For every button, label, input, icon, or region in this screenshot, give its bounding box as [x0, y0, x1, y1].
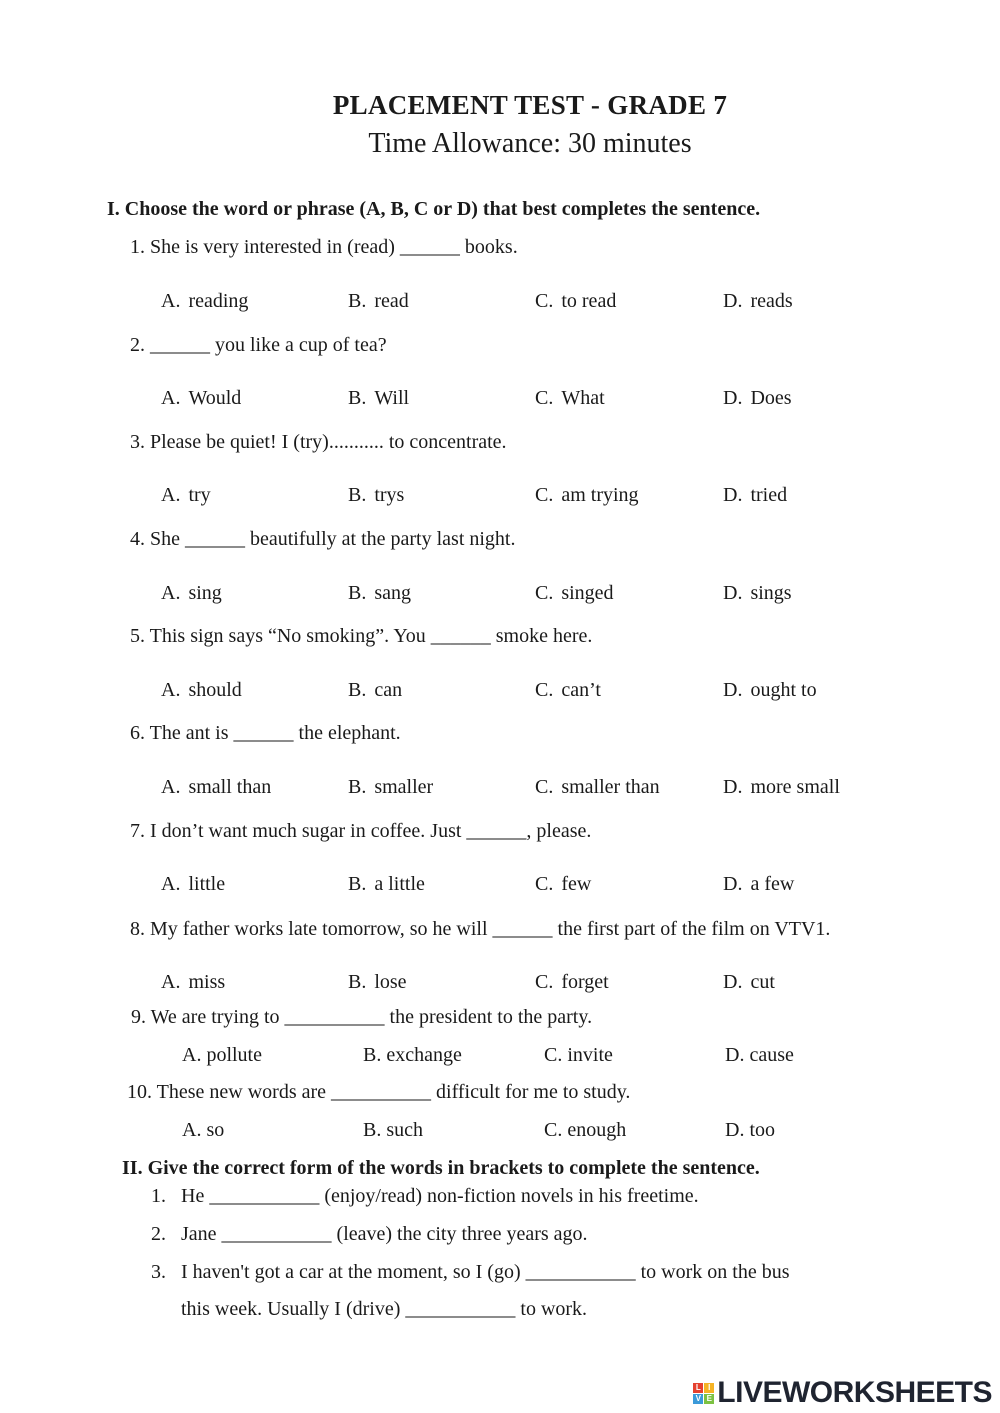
logo-letter-tile: I: [704, 1383, 714, 1393]
page-title: PLACEMENT TEST - GRADE 7: [332, 90, 728, 120]
option-text: to read: [561, 290, 617, 312]
question-9-option-d[interactable]: [725, 1044, 794, 1067]
option-text: reading: [188, 290, 249, 312]
option-letter: B.: [348, 484, 367, 506]
question-1-option-a[interactable]: [161, 290, 248, 313]
option-letter: C.: [535, 679, 554, 701]
logo-letter-tile: L: [693, 1383, 703, 1393]
option-text: can’t: [561, 679, 601, 701]
option-text: tried: [750, 484, 788, 506]
option-text: sang: [374, 582, 412, 604]
option-text: What: [561, 387, 605, 409]
question-9-option-a[interactable]: [182, 1044, 262, 1067]
option-letter: A.: [161, 290, 181, 312]
question-2: 2. ______ you like a cup of tea?: [130, 334, 387, 356]
option-letter: D.: [723, 290, 743, 312]
option-letter: A.: [161, 776, 181, 798]
question-6-option-a[interactable]: [161, 776, 271, 799]
question-5-option-c[interactable]: [535, 679, 601, 702]
option-text: Would: [188, 387, 242, 409]
question-3-option-c[interactable]: [535, 484, 639, 507]
option-text: lose: [374, 971, 407, 993]
question-6-option-c[interactable]: [535, 776, 660, 799]
question-6-option-b[interactable]: [348, 776, 433, 799]
item-3-line-2: this week. Usually I (drive) ___________ to work.: [181, 1298, 588, 1320]
item-3-line-1: I haven't got a car at the moment, so I (go) ___________ to work on the bus: [181, 1261, 790, 1283]
question-7-option-c[interactable]: [535, 873, 591, 896]
question-2-option-c[interactable]: [535, 387, 605, 410]
option-text: a little: [374, 873, 425, 895]
logo-letter-tile: V: [693, 1394, 703, 1404]
option-text: reads: [750, 290, 793, 312]
question-5: 5. This sign says “No smoking”. You ______ smoke here.: [130, 625, 593, 647]
option-letter: A.: [161, 387, 181, 409]
option-text: B. such: [363, 1119, 423, 1141]
option-text: can: [374, 679, 403, 701]
option-letter: C.: [535, 873, 554, 895]
option-text: B. exchange: [363, 1044, 462, 1066]
question-3-option-a[interactable]: [161, 484, 211, 507]
option-letter: A.: [161, 484, 181, 506]
option-letter: C.: [535, 290, 554, 312]
question-9-option-c[interactable]: [544, 1044, 613, 1067]
item-1-line-1: He ___________ (enjoy/read) non-fiction novels in his freetime.: [181, 1185, 699, 1207]
question-1: 1. She is very interested in (read) ______ books.: [130, 236, 518, 258]
question-5-option-d[interactable]: [723, 679, 817, 702]
option-text: a few: [750, 873, 795, 895]
option-letter: C.: [535, 971, 554, 993]
question-1-option-b[interactable]: [348, 290, 409, 313]
option-text: smaller: [374, 776, 434, 798]
option-text: cut: [750, 971, 775, 993]
question-8-option-a[interactable]: [161, 971, 225, 994]
option-letter: B.: [348, 582, 367, 604]
question-1-option-c[interactable]: [535, 290, 616, 313]
option-letter: D.: [723, 582, 743, 604]
option-text: D. cause: [725, 1044, 794, 1066]
section-2-heading: II. Give the correct form of the words in brackets to complete the sentence.: [122, 1157, 760, 1179]
option-letter: C.: [535, 387, 554, 409]
option-text: forget: [561, 971, 609, 993]
option-text: small than: [188, 776, 272, 798]
option-text: A. pollute: [182, 1044, 262, 1066]
option-text: Will: [374, 387, 410, 409]
option-letter: D.: [723, 873, 743, 895]
option-letter: D.: [723, 776, 743, 798]
time-allowance: Time Allowance: 30 minutes: [368, 128, 692, 159]
question-10-option-b[interactable]: [363, 1119, 423, 1142]
option-text: singed: [561, 582, 614, 604]
option-text: sings: [750, 582, 792, 604]
option-text: try: [188, 484, 211, 506]
item-number: 2.: [151, 1223, 166, 1245]
option-letter: B.: [348, 387, 367, 409]
option-text: am trying: [561, 484, 639, 506]
question-5-option-a[interactable]: [161, 679, 242, 702]
option-letter: A.: [161, 971, 181, 993]
item-number: 3.: [151, 1261, 166, 1283]
option-text: ought to: [750, 679, 817, 701]
question-3: 3. Please be quiet! I (try)........... to concentrate.: [130, 431, 507, 453]
option-text: A. so: [182, 1119, 225, 1141]
option-text: Does: [750, 387, 792, 409]
question-8: 8. My father works late tomorrow, so he will ______ the first part of the film on VTV1.: [130, 918, 831, 940]
question-10-option-d[interactable]: [725, 1119, 775, 1142]
option-letter: B.: [348, 971, 367, 993]
question-4-option-a[interactable]: [161, 582, 222, 605]
option-text: should: [188, 679, 242, 701]
option-letter: B.: [348, 776, 367, 798]
option-text: read: [374, 290, 409, 312]
option-text: few: [561, 873, 592, 895]
option-letter: C.: [535, 776, 554, 798]
option-letter: D.: [723, 679, 743, 701]
question-7-option-b[interactable]: [348, 873, 425, 896]
question-4-option-c[interactable]: [535, 582, 614, 605]
question-8-option-c[interactable]: [535, 971, 609, 994]
option-letter: D.: [723, 387, 743, 409]
option-text: D. too: [725, 1119, 775, 1141]
question-7: 7. I don’t want much sugar in coffee. Just ______, please.: [130, 820, 592, 842]
option-letter: B.: [348, 679, 367, 701]
question-4-option-d[interactable]: [723, 582, 792, 605]
question-6-option-d[interactable]: [723, 776, 840, 799]
question-3-option-d[interactable]: [723, 484, 787, 507]
option-letter: D.: [723, 484, 743, 506]
logo-mark-icon: [693, 1383, 714, 1404]
option-text: sing: [188, 582, 222, 604]
option-letter: A.: [161, 582, 181, 604]
question-7-option-d[interactable]: [723, 873, 794, 896]
option-text: smaller than: [561, 776, 660, 798]
option-letter: D.: [723, 971, 743, 993]
question-2-option-a[interactable]: [161, 387, 241, 410]
question-9-option-b[interactable]: [363, 1044, 462, 1067]
section-1-heading: I. Choose the word or phrase (A, B, C or D) that best completes the sentence.: [107, 198, 761, 220]
option-letter: A.: [161, 679, 181, 701]
question-5-option-b[interactable]: [348, 679, 402, 702]
question-10-option-c[interactable]: [544, 1119, 626, 1142]
option-text: miss: [188, 971, 226, 993]
option-letter: B.: [348, 873, 367, 895]
liveworksheets-logo: [693, 1375, 992, 1411]
item-number: 1.: [151, 1185, 166, 1207]
question-2-option-d[interactable]: [723, 387, 792, 410]
question-8-option-d[interactable]: [723, 971, 775, 994]
question-3-option-b[interactable]: [348, 484, 404, 507]
item-2-line-1: Jane ___________ (leave) the city three years ago.: [181, 1223, 588, 1245]
question-2-option-b[interactable]: [348, 387, 409, 410]
question-4-option-b[interactable]: [348, 582, 411, 605]
question-10-option-a[interactable]: [182, 1119, 224, 1142]
question-4: 4. She ______ beautifully at the party last night.: [130, 528, 516, 550]
option-letter: C.: [535, 484, 554, 506]
option-text: little: [188, 873, 226, 895]
option-letter: A.: [161, 873, 181, 895]
logo-letter-tile: E: [704, 1394, 714, 1404]
option-letter: C.: [535, 582, 554, 604]
option-text: C. enough: [544, 1119, 627, 1141]
option-text: trys: [374, 484, 405, 506]
question-9: 9. We are trying to __________ the president to the party.: [131, 1006, 593, 1028]
question-1-option-d[interactable]: [723, 290, 793, 313]
question-6: 6. The ant is ______ the elephant.: [130, 722, 401, 744]
option-text: more small: [750, 776, 840, 798]
logo-text: LIVEWORKSHEETS: [717, 1376, 992, 1409]
question-8-option-b[interactable]: [348, 971, 407, 994]
question-10: 10. These new words are __________ difficult for me to study.: [127, 1081, 631, 1103]
option-text: C. invite: [544, 1044, 613, 1066]
option-letter: B.: [348, 290, 367, 312]
question-7-option-a[interactable]: [161, 873, 225, 896]
